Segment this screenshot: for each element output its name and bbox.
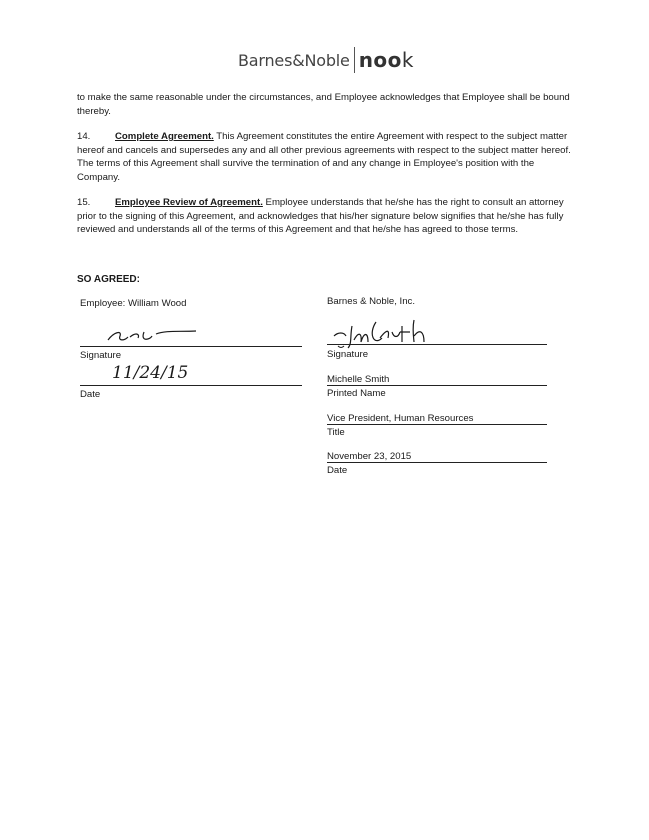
- employee-signature-image: [100, 322, 210, 348]
- employee-date-line: [80, 385, 302, 386]
- company-logo: [238, 46, 414, 74]
- company-date-label: Date: [327, 465, 348, 476]
- section-14-paragraph: [77, 130, 572, 184]
- employee-date-label: Date: [80, 389, 101, 400]
- company-signature-label: Signature: [327, 349, 369, 360]
- section-15-heading: Employee Review of Agreement.: [115, 197, 263, 208]
- company-title-line: [327, 424, 547, 425]
- company-date-line: [327, 462, 547, 463]
- company-printed-name-value: Michelle Smith: [327, 374, 390, 385]
- company-date-value: November 23, 2015: [327, 451, 412, 462]
- company-title-value: Vice President, Human Resources: [327, 413, 474, 424]
- logo-divider: [354, 47, 355, 73]
- logo-nook-mark: nook: [358, 48, 414, 72]
- employee-signature-label: Signature: [80, 350, 122, 361]
- employee-handwritten-date: 11/24/15: [112, 363, 189, 383]
- company-signature-image: [328, 314, 458, 352]
- section-15-text: Employee understands that he/she has the right to consult an attorney prior to the signing of this Agreement, and acknowledges that his/her signature below signifies that he/she has fully reviewed and understands all of the terms of this Agreement and that he/she has agreed to those terms.: [77, 197, 564, 235]
- company-party-label: Barnes & Noble, Inc.: [327, 296, 415, 307]
- company-printed-name-line: [327, 385, 547, 386]
- section-14-number: 14.: [77, 131, 91, 142]
- section-14-heading: Complete Agreement.: [115, 131, 214, 142]
- section-15-number: 15.: [77, 197, 91, 208]
- company-printed-name-label: Printed Name: [327, 388, 386, 399]
- employee-party-label: Employee: William Wood: [80, 298, 187, 309]
- company-signature-line: [327, 344, 547, 345]
- continuation-paragraph: to make the same reasonable under the circumstances, and Employee acknowledges that Employee shall be bound thereby.: [77, 92, 570, 117]
- so-agreed-heading: SO AGREED:: [77, 274, 140, 285]
- logo-brand-text: Barnes&Noble: [238, 50, 350, 70]
- section-15-paragraph: [77, 196, 572, 237]
- employee-signature-line: [80, 346, 302, 347]
- company-title-label: Title: [327, 427, 345, 438]
- section-14-text: This Agreement constitutes the entire Agreement with respect to the subject matter hereof and cancels and supersedes any and all other previous agreements with respect to the subject matter hereof. The terms of this Agreement shall survive the termination of and any change in Employee's position with the Company.: [77, 131, 571, 183]
